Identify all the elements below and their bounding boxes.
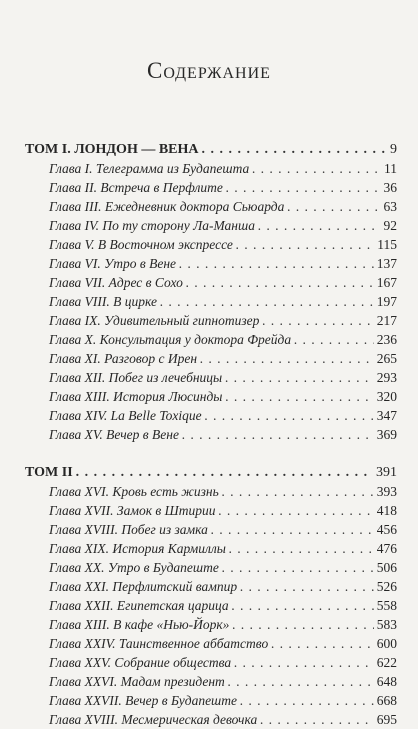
chapter-title: Глава XVIII. Побег из замка xyxy=(49,522,208,537)
chapter-title: Глава VII. Адрес в Сохо xyxy=(49,275,183,290)
table-of-contents xyxy=(25,140,397,729)
chapter-page: 217 xyxy=(376,313,397,328)
chapter-page: 476 xyxy=(376,541,397,556)
chapter-title: Глава XXI. Перфлитский вампир xyxy=(49,579,238,594)
chapter-title: Глава XII. Побег из лечебницы xyxy=(49,370,223,385)
toc-chapter-entry xyxy=(25,235,397,254)
toc-chapter-entry xyxy=(25,596,397,615)
chapter-page: 197 xyxy=(376,294,397,309)
chapter-page: 265 xyxy=(376,351,397,366)
leader-dots xyxy=(258,216,381,235)
chapter-title: Глава XX. Утро в Будапеште xyxy=(49,560,219,575)
toc-chapter-entry xyxy=(25,710,397,729)
chapter-title: Глава XXVI. Мадам президент xyxy=(49,674,225,689)
chapter-title: Глава XVII. Замок в Штирии xyxy=(49,503,216,518)
leader-dots xyxy=(271,634,374,653)
toc-volume xyxy=(25,463,397,482)
leader-dots xyxy=(182,425,374,444)
toc-chapter-entry xyxy=(25,425,397,444)
leader-dots xyxy=(262,311,373,330)
chapter-title: Глава XXVII. Вечер в Будапеште xyxy=(49,693,237,708)
chapter-title: Глава XI. Разговор с Ирен xyxy=(49,351,198,366)
toc-chapter-entry xyxy=(25,691,397,710)
leader-dots xyxy=(222,558,374,577)
chapter-page: 695 xyxy=(376,712,397,727)
chapter-page: 167 xyxy=(376,275,397,290)
toc-volume xyxy=(25,140,397,159)
toc-chapter-entry xyxy=(25,615,397,634)
chapter-title: Глава II. Встреча в Перфлите xyxy=(49,180,223,195)
leader-dots xyxy=(294,330,374,349)
chapter-page: 558 xyxy=(376,598,397,613)
chapter-title: Глава XIII. История Люсинды xyxy=(49,389,223,404)
volume-title: ТОМ II xyxy=(25,465,73,480)
chapter-title: Глава I. Телеграмма из Будапешта xyxy=(49,161,250,176)
chapter-title: Глава XXIV. Таинственное аббатство xyxy=(49,636,269,651)
leader-dots xyxy=(222,482,374,501)
toc-chapter-entry xyxy=(25,406,397,425)
chapter-page: 63 xyxy=(383,199,397,214)
leader-dots xyxy=(228,672,374,691)
toc-chapter-entry xyxy=(25,539,397,558)
chapter-title: Глава XXII. Египетская царица xyxy=(49,598,229,613)
toc-heading: Содержание xyxy=(147,58,271,83)
leader-dots xyxy=(202,140,387,159)
leader-dots xyxy=(160,292,374,311)
toc-chapter-entry xyxy=(25,254,397,273)
volume-chapter-list xyxy=(25,482,397,729)
toc-chapter-entry xyxy=(25,178,397,197)
toc-chapter-entry xyxy=(25,368,397,387)
chapter-page: 600 xyxy=(376,636,397,651)
chapter-title: Глава XIV. La Belle Toxique xyxy=(49,408,202,423)
toc-chapter-entry xyxy=(25,273,397,292)
volume-page: 9 xyxy=(390,142,397,157)
chapter-page: 393 xyxy=(376,484,397,499)
leader-dots xyxy=(232,596,374,615)
toc-chapter-entry xyxy=(25,501,397,520)
chapter-page: 456 xyxy=(376,522,397,537)
leader-dots xyxy=(205,406,374,425)
toc-chapter-entry xyxy=(25,634,397,653)
leader-dots xyxy=(252,159,381,178)
chapter-page: 648 xyxy=(376,674,397,689)
leader-dots xyxy=(225,387,373,406)
chapter-title: Глава IX. Удивительный гипнотизер xyxy=(49,313,260,328)
chapter-title: Глава IV. По ту сторону Ла-Манша xyxy=(49,218,255,233)
chapter-page: 115 xyxy=(377,237,397,252)
chapter-title: Глава XXV. Собрание общества xyxy=(49,655,232,670)
chapter-page: 11 xyxy=(384,161,397,176)
toc-chapter-entry xyxy=(25,520,397,539)
chapter-page: 137 xyxy=(376,256,397,271)
chapter-title: Глава VIII. В цирке xyxy=(49,294,157,309)
volume-chapter-list xyxy=(25,159,397,444)
volume-gap xyxy=(25,444,397,463)
leader-dots xyxy=(236,235,374,254)
chapter-page: 36 xyxy=(383,180,397,195)
chapter-title: Глава XVI. Кровь есть жизнь xyxy=(49,484,219,499)
chapter-page: 583 xyxy=(376,617,397,632)
chapter-page: 92 xyxy=(383,218,397,233)
chapter-page: 668 xyxy=(376,693,397,708)
toc-chapter-entry xyxy=(25,159,397,178)
toc-chapter-entry xyxy=(25,292,397,311)
toc-chapter-entry xyxy=(25,558,397,577)
toc-chapter-entry xyxy=(25,197,397,216)
leader-dots xyxy=(240,577,374,596)
leader-dots xyxy=(229,539,374,558)
toc-chapter-entry xyxy=(25,311,397,330)
chapter-title: Глава X. Консультация у доктора Фрейда xyxy=(49,332,292,347)
leader-dots xyxy=(226,178,381,197)
toc-chapter-entry xyxy=(25,349,397,368)
leader-dots xyxy=(76,463,373,482)
leader-dots xyxy=(287,197,380,216)
chapter-title: Глава XVIII. Месмерическая девочка xyxy=(49,712,258,727)
chapter-page: 236 xyxy=(376,332,397,347)
volume-title: ТОМ I. ЛОНДОН — ВЕНА xyxy=(25,142,199,157)
leader-dots xyxy=(186,273,374,292)
chapter-page: 622 xyxy=(376,655,397,670)
leader-dots xyxy=(240,691,374,710)
chapter-title: Глава XIII. В кафе «Нью-Йорк» xyxy=(49,617,230,632)
toc-chapter-entry xyxy=(25,216,397,235)
chapter-page: 293 xyxy=(376,370,397,385)
toc-chapter-entry xyxy=(25,577,397,596)
chapter-page: 347 xyxy=(376,408,397,423)
chapter-title: Глава VI. Утро в Вене xyxy=(49,256,177,271)
leader-dots xyxy=(211,520,374,539)
leader-dots xyxy=(225,368,374,387)
volume-page: 391 xyxy=(376,465,397,480)
chapter-title: Глава XIX. История Кармиллы xyxy=(49,541,226,556)
leader-dots xyxy=(232,615,373,634)
leader-dots xyxy=(260,710,374,729)
chapter-page: 418 xyxy=(376,503,397,518)
toc-chapter-entry xyxy=(25,482,397,501)
chapter-page: 506 xyxy=(376,560,397,575)
chapter-title: Глава III. Ежедневник доктора Сьюарда xyxy=(49,199,285,214)
leader-dots xyxy=(200,349,374,368)
toc-chapter-entry xyxy=(25,330,397,349)
chapter-page: 526 xyxy=(376,579,397,594)
toc-chapter-entry xyxy=(25,672,397,691)
chapter-page: 369 xyxy=(376,427,397,442)
leader-dots xyxy=(218,501,373,520)
leader-dots xyxy=(234,653,374,672)
leader-dots xyxy=(179,254,374,273)
chapter-title: Глава XV. Вечер в Вене xyxy=(49,427,179,442)
chapter-title: Глава V. В Восточном экспрессе xyxy=(49,237,233,252)
toc-chapter-entry xyxy=(25,653,397,672)
chapter-page: 320 xyxy=(376,389,397,404)
toc-chapter-entry xyxy=(25,387,397,406)
